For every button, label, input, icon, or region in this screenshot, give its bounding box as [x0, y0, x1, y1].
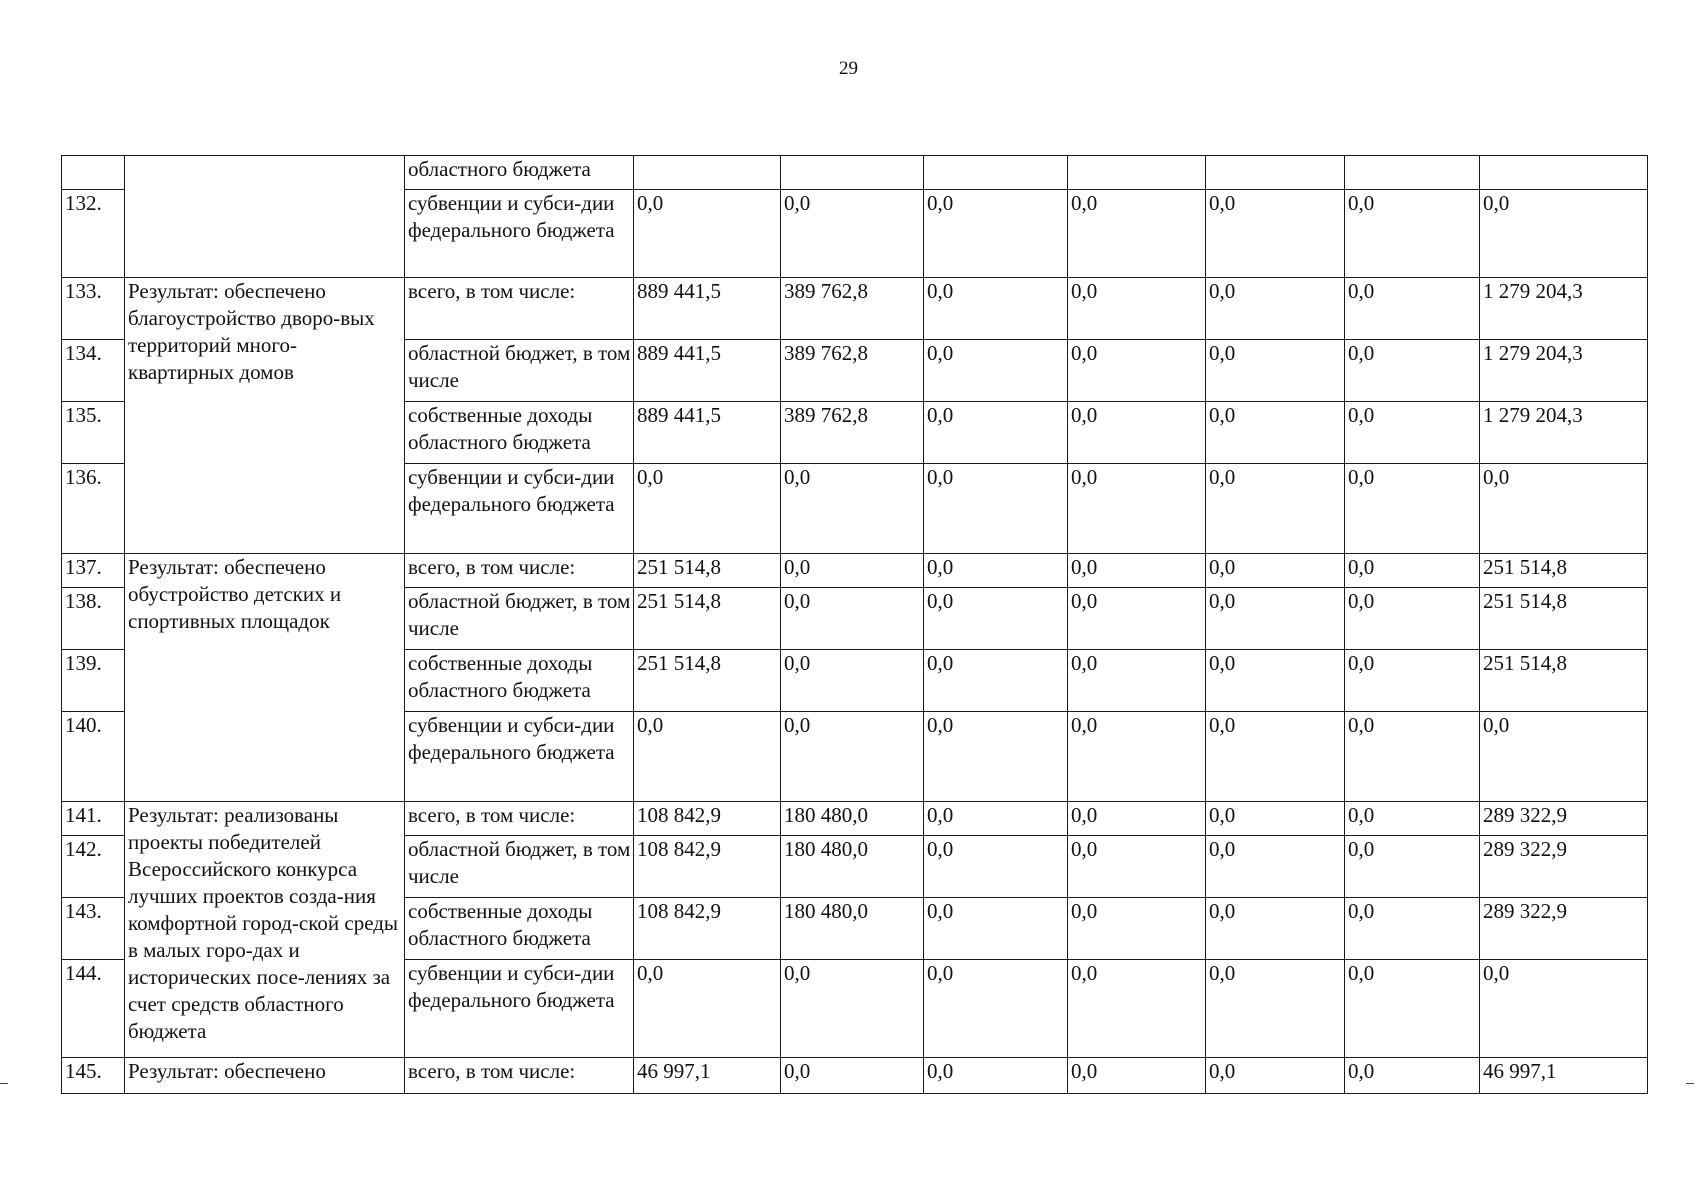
funding-source: собственные доходы областного бюджета — [405, 650, 634, 712]
value-col-5 — [1206, 156, 1345, 190]
value-col-3: 0,0 — [924, 340, 1068, 402]
value-col-1: 889 441,5 — [634, 340, 781, 402]
value-col-4: 0,0 — [1068, 588, 1206, 650]
value-col-5: 0,0 — [1206, 190, 1345, 278]
funding-source: областной бюджет, в том числе — [405, 588, 634, 650]
value-col-3: 0,0 — [924, 278, 1068, 340]
value-col-2 — [781, 156, 924, 190]
value-col-1: 108 842,9 — [634, 836, 781, 898]
value-total: 1 279 204,3 — [1480, 402, 1648, 464]
result-description: Результат: обеспечено — [125, 1058, 405, 1094]
value-col-3: 0,0 — [924, 650, 1068, 712]
row-number — [62, 156, 125, 190]
funding-source: субвенции и субси-дии федерального бюджета — [405, 712, 634, 802]
row-number: 132. — [62, 190, 125, 278]
cut-mark-right — [1686, 1083, 1694, 1084]
value-col-4: 0,0 — [1068, 960, 1206, 1058]
value-col-2: 0,0 — [781, 1058, 924, 1094]
value-total: 1 279 204,3 — [1480, 278, 1648, 340]
value-col-5: 0,0 — [1206, 464, 1345, 554]
table-row — [62, 554, 1648, 588]
value-total: 46 997,1 — [1480, 1058, 1648, 1094]
value-col-2: 180 480,0 — [781, 898, 924, 960]
value-col-4: 0,0 — [1068, 898, 1206, 960]
funding-source: областного бюджета — [405, 156, 634, 190]
value-col-5: 0,0 — [1206, 588, 1345, 650]
value-col-1: 251 514,8 — [634, 588, 781, 650]
value-col-2: 0,0 — [781, 960, 924, 1058]
value-col-3: 0,0 — [924, 960, 1068, 1058]
value-col-4: 0,0 — [1068, 340, 1206, 402]
value-total: 251 514,8 — [1480, 588, 1648, 650]
value-col-6 — [1345, 156, 1480, 190]
value-col-1: 251 514,8 — [634, 554, 781, 588]
funding-source: всего, в том числе: — [405, 554, 634, 588]
value-col-4 — [1068, 156, 1206, 190]
value-col-1: 46 997,1 — [634, 1058, 781, 1094]
value-total: 289 322,9 — [1480, 802, 1648, 836]
value-col-6: 0,0 — [1345, 402, 1480, 464]
value-col-5: 0,0 — [1206, 554, 1345, 588]
value-col-6: 0,0 — [1345, 554, 1480, 588]
value-col-4: 0,0 — [1068, 190, 1206, 278]
value-total: 0,0 — [1480, 464, 1648, 554]
funding-source: всего, в том числе: — [405, 802, 634, 836]
value-col-5: 0,0 — [1206, 650, 1345, 712]
value-total: 289 322,9 — [1480, 898, 1648, 960]
value-col-6: 0,0 — [1345, 1058, 1480, 1094]
funding-source: собственные доходы областного бюджета — [405, 402, 634, 464]
funding-source: всего, в том числе: — [405, 1058, 634, 1094]
value-col-3: 0,0 — [924, 464, 1068, 554]
funding-source: областной бюджет, в том числе — [405, 836, 634, 898]
value-col-1: 889 441,5 — [634, 402, 781, 464]
value-col-3: 0,0 — [924, 1058, 1068, 1094]
table-row — [62, 156, 1648, 190]
row-number: 140. — [62, 712, 125, 802]
value-col-6: 0,0 — [1345, 898, 1480, 960]
value-col-5: 0,0 — [1206, 402, 1345, 464]
funding-source: собственные доходы областного бюджета — [405, 898, 634, 960]
row-number: 136. — [62, 464, 125, 554]
table-row — [62, 1058, 1648, 1094]
value-col-2: 389 762,8 — [781, 278, 924, 340]
row-number: 142. — [62, 836, 125, 898]
value-col-5: 0,0 — [1206, 898, 1345, 960]
value-col-1: 0,0 — [634, 960, 781, 1058]
table-row — [62, 802, 1648, 836]
value-col-6: 0,0 — [1345, 960, 1480, 1058]
value-col-3: 0,0 — [924, 802, 1068, 836]
value-col-6: 0,0 — [1345, 650, 1480, 712]
table-body — [62, 156, 1648, 1094]
row-number: 137. — [62, 554, 125, 588]
value-total: 289 322,9 — [1480, 836, 1648, 898]
page-number: 29 — [839, 58, 858, 79]
value-col-3: 0,0 — [924, 190, 1068, 278]
value-col-6: 0,0 — [1345, 836, 1480, 898]
value-col-4: 0,0 — [1068, 712, 1206, 802]
value-total: 0,0 — [1480, 190, 1648, 278]
value-col-1: 108 842,9 — [634, 898, 781, 960]
result-description: Результат: реализованы проекты победителей Всероссийского конкурса лучших проектов созда-ния комфортной город-ской среды в малых горо-дах и исторических посе-лениях за счет средств областного бюджета — [125, 802, 405, 1058]
value-col-2: 0,0 — [781, 588, 924, 650]
table-row — [62, 278, 1648, 340]
funding-source: субвенции и субси-дии федерального бюджета — [405, 190, 634, 278]
value-col-5: 0,0 — [1206, 836, 1345, 898]
value-col-5: 0,0 — [1206, 278, 1345, 340]
value-total — [1480, 156, 1648, 190]
value-col-4: 0,0 — [1068, 1058, 1206, 1094]
value-col-6: 0,0 — [1345, 190, 1480, 278]
row-number: 145. — [62, 1058, 125, 1094]
value-col-2: 0,0 — [781, 554, 924, 588]
value-col-1 — [634, 156, 781, 190]
value-col-5: 0,0 — [1206, 960, 1345, 1058]
value-col-1: 0,0 — [634, 190, 781, 278]
value-col-6: 0,0 — [1345, 340, 1480, 402]
value-col-6: 0,0 — [1345, 712, 1480, 802]
value-col-4: 0,0 — [1068, 464, 1206, 554]
row-number: 143. — [62, 898, 125, 960]
row-number: 139. — [62, 650, 125, 712]
value-total: 0,0 — [1480, 712, 1648, 802]
value-col-2: 0,0 — [781, 650, 924, 712]
row-number: 141. — [62, 802, 125, 836]
value-col-4: 0,0 — [1068, 278, 1206, 340]
value-col-3: 0,0 — [924, 836, 1068, 898]
funding-source: субвенции и субси-дии федерального бюджета — [405, 464, 634, 554]
value-col-5: 0,0 — [1206, 712, 1345, 802]
value-col-2: 389 762,8 — [781, 340, 924, 402]
value-col-4: 0,0 — [1068, 836, 1206, 898]
value-col-5: 0,0 — [1206, 340, 1345, 402]
value-col-2: 180 480,0 — [781, 836, 924, 898]
value-col-6: 0,0 — [1345, 588, 1480, 650]
value-col-4: 0,0 — [1068, 554, 1206, 588]
value-total: 0,0 — [1480, 960, 1648, 1058]
row-number: 134. — [62, 340, 125, 402]
value-col-3 — [924, 156, 1068, 190]
funding-source: всего, в том числе: — [405, 278, 634, 340]
value-col-3: 0,0 — [924, 898, 1068, 960]
value-col-4: 0,0 — [1068, 802, 1206, 836]
row-number: 144. — [62, 960, 125, 1058]
value-col-1: 889 441,5 — [634, 278, 781, 340]
value-col-3: 0,0 — [924, 554, 1068, 588]
value-total: 251 514,8 — [1480, 650, 1648, 712]
value-col-2: 389 762,8 — [781, 402, 924, 464]
value-col-2: 180 480,0 — [781, 802, 924, 836]
value-col-1: 108 842,9 — [634, 802, 781, 836]
result-description: Результат: обеспечено благоустройство дворо-вых территорий много-квартирных домов — [125, 278, 405, 554]
row-number: 138. — [62, 588, 125, 650]
funding-source: областной бюджет, в том числе — [405, 340, 634, 402]
value-col-4: 0,0 — [1068, 402, 1206, 464]
value-col-2: 0,0 — [781, 190, 924, 278]
value-col-6: 0,0 — [1345, 278, 1480, 340]
value-col-6: 0,0 — [1345, 464, 1480, 554]
result-cell-empty — [125, 156, 405, 278]
value-col-1: 251 514,8 — [634, 650, 781, 712]
value-col-5: 0,0 — [1206, 802, 1345, 836]
value-col-1: 0,0 — [634, 464, 781, 554]
value-col-3: 0,0 — [924, 588, 1068, 650]
result-description: Результат: обеспечено обустройство детских и спортивных площадок — [125, 554, 405, 802]
funding-source: субвенции и субси-дии федерального бюджета — [405, 960, 634, 1058]
value-total: 1 279 204,3 — [1480, 340, 1648, 402]
value-col-3: 0,0 — [924, 712, 1068, 802]
value-col-3: 0,0 — [924, 402, 1068, 464]
row-number: 133. — [62, 278, 125, 340]
value-col-4: 0,0 — [1068, 650, 1206, 712]
budget-table — [61, 155, 1648, 1094]
value-col-1: 0,0 — [634, 712, 781, 802]
cut-mark-left — [0, 1083, 8, 1084]
row-number: 135. — [62, 402, 125, 464]
value-col-2: 0,0 — [781, 712, 924, 802]
value-col-5: 0,0 — [1206, 1058, 1345, 1094]
value-col-6: 0,0 — [1345, 802, 1480, 836]
value-total: 251 514,8 — [1480, 554, 1648, 588]
value-col-2: 0,0 — [781, 464, 924, 554]
